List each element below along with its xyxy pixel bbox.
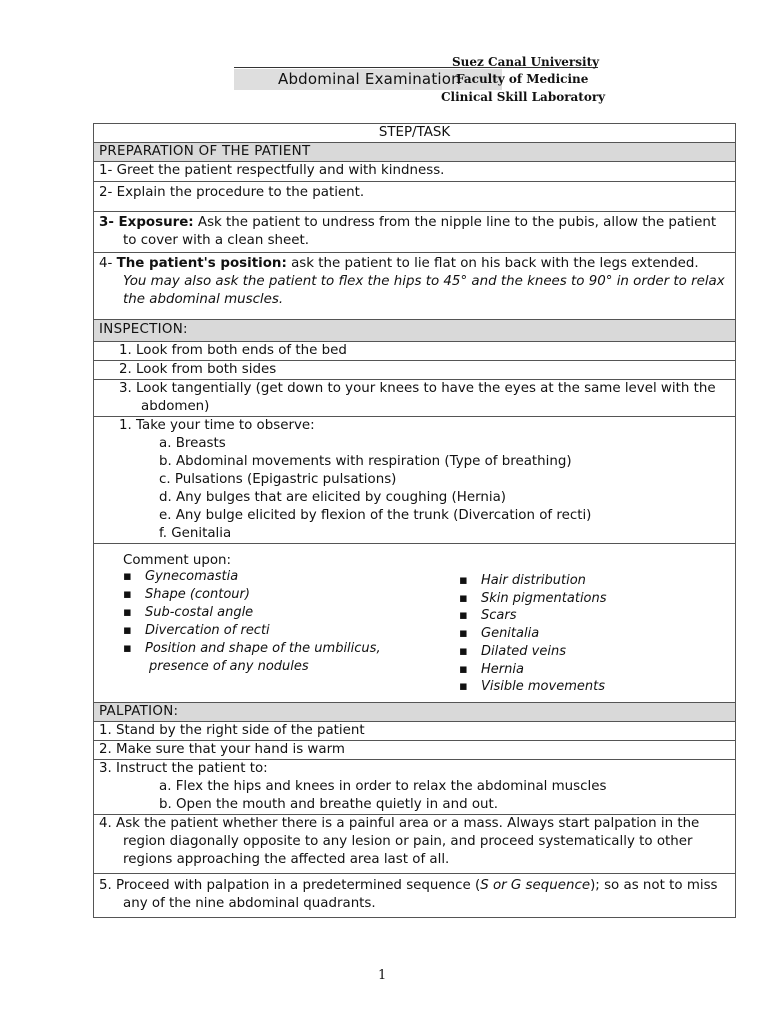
exposure-label: 3- Exposure:: [99, 215, 194, 230]
position-label: The patient's position:: [116, 256, 287, 271]
bullet-icon: ▪: [123, 605, 132, 620]
list-item: ▪ Position and shape of the umbilicus,: [123, 641, 381, 656]
bullet-icon: ▪: [123, 587, 132, 602]
table-row: [94, 143, 736, 162]
prep-step-2: 2- Explain the procedure to the patient.: [94, 182, 736, 212]
inspection-observe: [94, 417, 736, 544]
laboratory-name: Clinical Skill Laboratory: [441, 90, 606, 104]
list-item: ▪ Scars: [459, 608, 517, 624]
palpation-substep: a. Flex the hips and knees in order to relax the abdominal muscles: [159, 779, 607, 794]
palpation-substep: b. Open the mouth and breathe quietly in and out.: [159, 797, 499, 812]
page-number: 1: [378, 968, 387, 983]
bullet-icon: ▪: [123, 569, 132, 584]
checklist-table: [93, 123, 736, 918]
list-item: ▪ Hair distribution: [459, 573, 586, 588]
table-row: [94, 361, 736, 380]
table-row: [94, 124, 736, 143]
comment-list-left: [119, 568, 439, 676]
section-heading-inspection: INSPECTION:: [94, 320, 736, 342]
position-text: ask the patient to lie flat on his back with the legs extended.: [286, 256, 699, 271]
document-title: Abdominal Examination: [278, 70, 461, 88]
list-item: ▪ Sub-costal angle: [123, 605, 254, 620]
table-row: [94, 741, 736, 760]
section-heading-palpation: PALPATION:: [94, 703, 736, 722]
table-row: [94, 760, 736, 815]
university-name: Suez Canal University: [452, 55, 600, 69]
table-row: [94, 544, 736, 703]
list-item: ▪ Skin pigmentations: [459, 590, 607, 606]
observe-item: f. Genitalia: [159, 526, 232, 541]
bullet-icon: ▪: [459, 573, 468, 588]
bullet-icon: ▪: [459, 608, 468, 624]
step4-number: 4-: [99, 256, 113, 271]
list-item: ▪ Gynecomastia: [123, 569, 239, 584]
bullet-icon: ▪: [123, 641, 132, 656]
observe-item: d. Any bulges that are elicited by coughing (Hernia): [159, 490, 506, 505]
bullet-icon: ▪: [459, 661, 468, 677]
palpation-step-1: 1. Stand by the right side of the patient: [94, 722, 736, 741]
observe-item: c. Pulsations (Epigastric pulsations): [159, 472, 397, 487]
exposure-text: Ask the patient to undress from the nipple line to the pubis, allow the patient to cover with a clean sheet.: [123, 215, 717, 248]
table-row: [94, 320, 736, 342]
comment-list-right: [455, 572, 715, 696]
comment-label: Comment upon:: [123, 553, 232, 568]
table-row: [94, 253, 736, 320]
observe-item: b. Abdominal movements with respiration (Type of breathing): [159, 454, 572, 469]
prep-step-1: 1- Greet the patient respectfully and with kindness.: [94, 162, 736, 182]
inspection-step-2: 2. Look from both sides: [94, 361, 736, 380]
palpation-step-4: 4. Ask the patient whether there is a painful area or a mass. Always start palpation in the region diagonally opposite to any lesion or pain, and proceed systematically to other regions approaching the affected area last of all.: [94, 815, 736, 874]
bullet-icon: ▪: [459, 643, 468, 659]
list-item-continuation: presence of any nodules: [149, 659, 309, 674]
bullet-icon: ▪: [123, 623, 132, 638]
bullet-icon: ▪: [459, 626, 468, 642]
inspection-step-1: 1. Look from both ends of the bed: [94, 342, 736, 361]
list-item: ▪ Divercation of recti: [123, 623, 270, 638]
observe-title: 1. Take your time to observe:: [119, 418, 315, 433]
list-item: ▪ Hernia: [459, 661, 524, 677]
table-row: [94, 703, 736, 722]
table-row: [94, 342, 736, 361]
list-item: ▪ Genitalia: [459, 626, 540, 642]
table-row: [94, 722, 736, 741]
palpation-step-2: 2. Make sure that your hand is warm: [94, 741, 736, 760]
table-row: [94, 815, 736, 874]
palpation-step-3: 3. Instruct the patient to: a. Flex the hips and knees in order to relax the abdominal muscles b. Open the mouth and breathe quietly in and out.: [94, 760, 736, 815]
observe-item: e. Any bulge elicited by flexion of the trunk (Divercation of recti): [159, 508, 592, 523]
list-item: ▪ Visible movements: [459, 679, 605, 695]
table-row: [94, 182, 736, 212]
observe-item: a. Breasts: [159, 436, 226, 451]
bullet-icon: ▪: [459, 679, 468, 695]
table-row: [94, 380, 736, 417]
bullet-icon: ▪: [459, 590, 468, 606]
inspection-step-3: 3. Look tangentially (get down to your knees to have the eyes at the same level with the abdomen): [94, 380, 736, 417]
table-row: [94, 162, 736, 182]
prep-step-4: [94, 253, 736, 320]
inspection-comment: [94, 544, 736, 703]
list-item: ▪ Shape (contour): [123, 587, 250, 602]
faculty-name: Faculty of Medicine: [456, 72, 589, 86]
column-header: STEP/TASK: [94, 124, 736, 143]
prep-step-3: [94, 212, 736, 253]
list-item: ▪ Dilated veins: [459, 643, 566, 659]
table-row: [94, 417, 736, 544]
section-heading-preparation: PREPARATION OF THE PATIENT: [94, 143, 736, 162]
table-row: [94, 874, 736, 918]
palpation-step-5: 5. Proceed with palpation in a predetermined sequence (S or G sequence); so as not to miss any of the nine abdominal quadrants.: [94, 874, 736, 918]
table-row: [94, 212, 736, 253]
position-note: You may also ask the patient to flex the hips to 45° and the knees to 90° in order to relax the abdominal muscles.: [123, 274, 725, 307]
